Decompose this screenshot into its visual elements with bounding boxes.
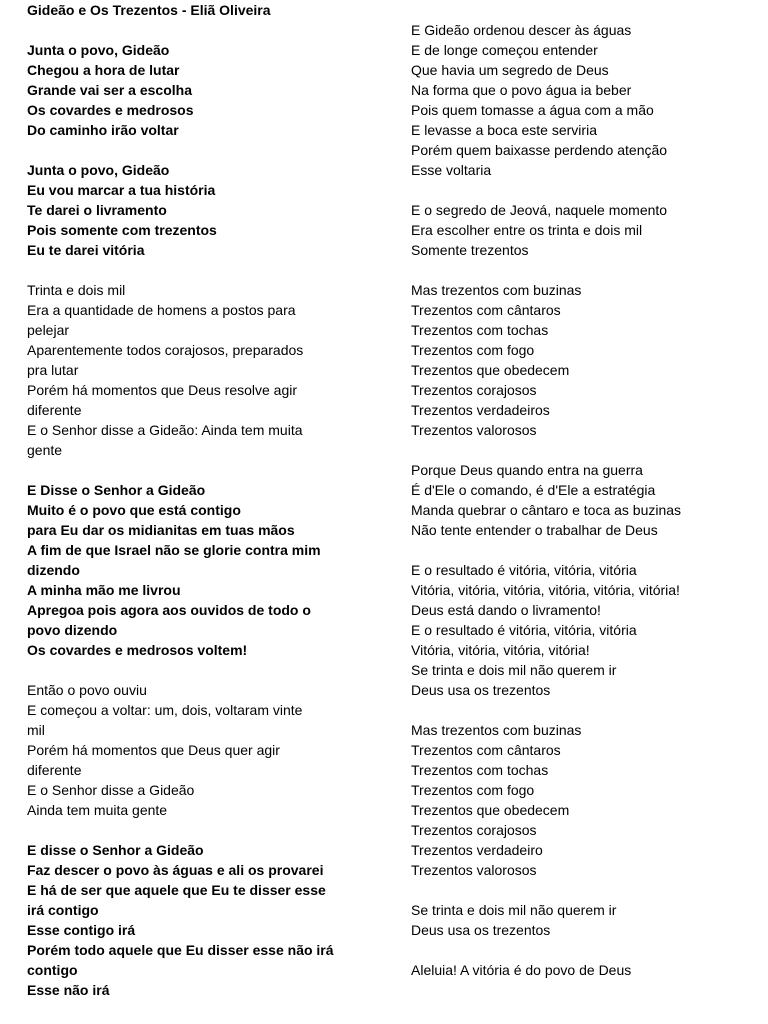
stanza-gap [411,700,761,720]
lyric-line: Era a quantidade de homens a postos para [27,302,296,318]
lyric-line: Vitória, vitória, vitória, vitória! [411,642,590,658]
lyric-line: Chegou a hora de lutar [27,62,180,78]
lyric-line: Na forma que o povo água ia beber [411,82,632,98]
lyric-line: Trezentos com tochas [411,762,549,778]
lyric-line: Te darei o livramento [27,202,167,218]
lyric-line: Porém há momentos que Deus quer agir [27,742,280,758]
lyric-line: Trezentos com fogo [411,342,535,358]
lyric-line: gente [27,442,63,458]
lyric-line: Porém quem baixasse perdendo atenção [411,142,668,158]
left-stanza-6 [27,840,377,1000]
lyric-line: diferente [27,762,82,778]
right-stanza-6 [411,720,761,880]
lyric-line: Junta o povo, Gideão [27,162,170,178]
lyric-line: dizendo [27,562,80,578]
stanza-gap [411,540,761,560]
lyric-line: E há de ser que aquele que Eu te disser esse [27,882,326,898]
lyric-line: E de longe começou entender [411,42,598,58]
stanza-gap [411,180,761,200]
lyric-line: Faz descer o povo às águas e ali os provarei [27,862,324,878]
lyric-line: Ainda tem muita gente [27,802,168,818]
lyric-line: Se trinta e dois mil não querem ir [411,662,617,678]
lyric-line: Trezentos valorosos [411,862,537,878]
lyric-line: pra lutar [27,362,79,378]
lyric-line: Junta o povo, Gideão [27,42,170,58]
stanza-gap [411,440,761,460]
lyric-line: Os covardes e medrosos voltem! [27,642,248,658]
stanza-gap [27,820,377,840]
lyric-line: Era escolher entre os trinta e dois mil [411,222,643,238]
stanza-gap [411,260,761,280]
lyric-line: mil [27,722,45,738]
lyric-line: Do caminho irão voltar [27,122,179,138]
stanza-gap [27,140,377,160]
lyric-line: Somente trezentos [411,242,529,258]
left-column [27,0,377,1000]
lyric-line: E Disse o Senhor a Gideão [27,482,206,498]
stanza-gap [27,20,377,40]
lyric-line: Porque Deus quando entra na guerra [411,462,643,478]
lyric-line: Eu te darei vitória [27,242,145,258]
lyric-line: para Eu dar os midianitas em tuas mãos [27,522,295,538]
right-stanza-4 [411,460,761,540]
stanza-gap [27,260,377,280]
right-stanza-7 [411,900,761,940]
lyric-line: Deus usa os trezentos [411,682,551,698]
lyric-line: Mas trezentos com buzinas [411,722,582,738]
lyric-line: Trezentos que obedecem [411,362,570,378]
lyric-line: Trezentos verdadeiros [411,402,550,418]
stanza-gap [411,940,761,960]
lyric-line: E disse o Senhor a Gideão [27,842,204,858]
lyric-line: Deus usa os trezentos [411,922,551,938]
lyric-line: É d'Ele o comando, é d'Ele a estratégia [411,482,656,498]
right-stanza-2 [411,200,761,260]
lyric-line: Trezentos valorosos [411,422,537,438]
lyric-line: Aparentemente todos corajosos, preparados [27,342,304,358]
lyric-line: Trezentos com cântaros [411,742,561,758]
right-stanza-5 [411,560,761,700]
lyric-line: Que havia um segredo de Deus [411,62,609,78]
lyric-line: Pois quem tomasse a água com a mão [411,102,654,118]
right-stanza-8 [411,960,761,980]
lyric-line: E o resultado é vitória, vitória, vitória [411,562,637,578]
left-stanza-4 [27,480,377,660]
left-stanza-5 [27,680,377,820]
lyric-line: Não tente entender o trabalhar de Deus [411,522,658,538]
document-title: Gideão e Os Trezentos - Eliã Oliveira [27,2,271,18]
lyric-line: Trezentos com fogo [411,782,535,798]
lyric-line: E o Senhor disse a Gideão [27,782,195,798]
lyric-line: Grande vai ser a escolha [27,82,192,98]
stanza-gap [411,880,761,900]
lyric-line: Porém todo aquele que Eu disser esse não irá [27,942,334,958]
lyric-line: Trezentos com tochas [411,322,549,338]
lyric-line: Deus está dando o livramento! [411,602,601,618]
lyric-line: Esse contigo irá [27,922,136,938]
lyric-line: E começou a voltar: um, dois, voltaram vinte [27,702,303,718]
lyric-line: Aleluia! A vitória é do povo de Deus [411,962,632,978]
stanza-gap [27,660,377,680]
lyric-line: Trinta e dois mil [27,282,126,298]
lyric-line: povo dizendo [27,622,118,638]
lyric-line: E levasse a boca este serviria [411,122,597,138]
lyric-line: Mas trezentos com buzinas [411,282,582,298]
right-stanza-1 [411,20,761,180]
lyric-line: Eu vou marcar a tua história [27,182,216,198]
lyric-line: Trezentos verdadeiro [411,842,543,858]
lyric-line: E Gideão ordenou descer às águas [411,22,632,38]
lyric-line: A fim de que Israel não se glorie contra mim [27,542,321,558]
left-stanza-1 [27,40,377,140]
lyric-line: Esse voltaria [411,162,492,178]
lyric-line: irá contigo [27,902,99,918]
lyric-line: Se trinta e dois mil não querem ir [411,902,617,918]
right-column [411,20,761,980]
lyric-line: E o segredo de Jeová, naquele momento [411,202,668,218]
lyric-line: E o resultado é vitória, vitória, vitória [411,622,637,638]
lyric-line: Trezentos que obedecem [411,802,570,818]
left-stanza-3 [27,280,377,460]
lyric-line: contigo [27,962,78,978]
lyric-line: Porém há momentos que Deus resolve agir [27,382,298,398]
lyric-line: Trezentos com cântaros [411,302,561,318]
lyric-line: Pois somente com trezentos [27,222,217,238]
lyric-line: diferente [27,402,82,418]
lyric-line: Apregoa pois agora aos ouvidos de todo o [27,602,311,618]
lyric-line: Os covardes e medrosos [27,102,194,118]
right-stanza-3 [411,280,761,440]
lyric-line: Trezentos corajosos [411,382,537,398]
left-stanza-2 [27,160,377,260]
lyric-line: A minha mão me livrou [27,582,181,598]
lyric-line: Então o povo ouviu [27,682,147,698]
lyric-line: pelejar [27,322,70,338]
lyric-line: Esse não irá [27,982,110,998]
lyric-line: Muito é o povo que está contigo [27,502,241,518]
stanza-gap [27,460,377,480]
lyric-line: E o Senhor disse a Gideão: Ainda tem muita [27,422,303,438]
lyric-line: Manda quebrar o cântaro e toca as buzinas [411,502,682,518]
lyric-line: Vitória, vitória, vitória, vitória, vitória, vitória! [411,582,680,598]
lyric-line: Trezentos corajosos [411,822,537,838]
